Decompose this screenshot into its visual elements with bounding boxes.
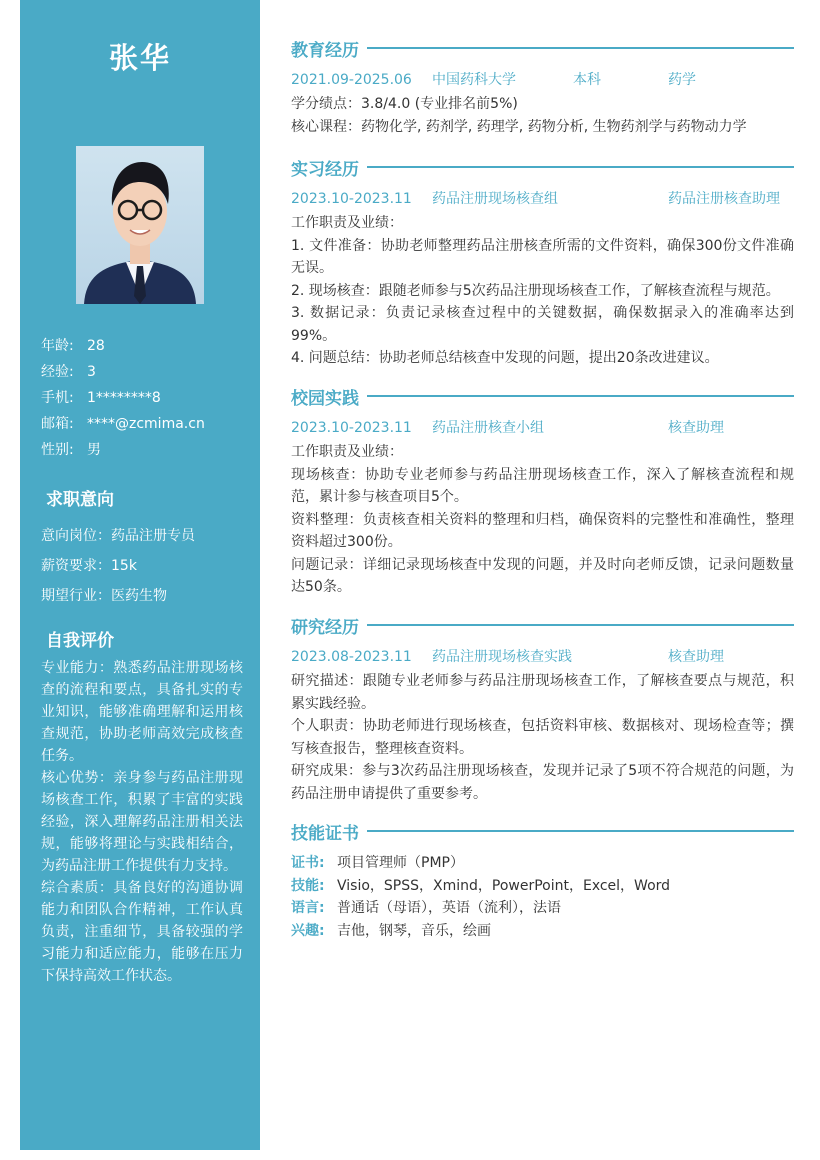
self-evaluation [41, 657, 243, 987]
info-email [41, 411, 205, 437]
body-line: 核心课程：药物化学, 药剂学, 药理学, 药物分析, 生物药剂学与药物动力学 [291, 118, 747, 135]
job-intent [41, 521, 195, 611]
skill-value: 吉他，钢琴，音乐，绘画 [337, 922, 491, 939]
body-line: 工作职责及业绩： [291, 444, 403, 460]
organization: 药品注册核查小组 [432, 420, 544, 436]
research-meta [291, 646, 794, 668]
body-line: 问题记录：详细记录现场核查中发现的问题，并及时向老师反馈，记录问题数量达50条。 [291, 556, 794, 595]
info-value: 1********8 [87, 390, 161, 406]
period: 2023.10-2023.11 [291, 191, 412, 207]
section-divider [367, 166, 794, 168]
campus-meta [291, 417, 794, 439]
skill-value: Visio，SPSS，Xmind，PowerPoint，Excel，Word [337, 877, 671, 894]
skill-label: 证书: [291, 855, 325, 871]
section-divider [367, 47, 794, 49]
section-title: 实习经历 [291, 159, 359, 180]
intent-title: 求职意向 [46, 490, 114, 510]
body-line: 3. 数据记录：负责记录核查过程中的关键数据，确保数据录入的准确率达到99%。 [291, 305, 794, 344]
info-phone [41, 385, 205, 411]
body-line: 2. 现场核查：跟随老师参与5次药品注册现场核查工作，了解核查流程与规范。 [291, 282, 780, 299]
section-campus [291, 384, 794, 408]
education-body [291, 93, 794, 138]
self-eval-paragraph: 专业能力：熟悉药品注册现场核查的流程和要点，具备扎实的专业知识，能够准确理解和运用核查规范，协助老师高效完成核查任务。 [41, 660, 243, 764]
section-divider [367, 830, 794, 832]
sidebar [20, 0, 260, 1150]
info-label: 年龄: [41, 338, 74, 354]
body-line: 资料整理：负责核查相关资料的整理和归档，确保资料的完整性和准确性，整理资料超过300份。 [291, 511, 794, 550]
personal-info [41, 333, 205, 463]
intent-item: 期望行业：医药生物 [41, 588, 167, 604]
period: 2021.09-2025.06 [291, 72, 412, 88]
info-label: 邮箱: [41, 416, 74, 432]
skill-value: 项目管理师（PMP） [337, 855, 464, 871]
info-label: 性别: [41, 442, 74, 458]
major: 药学 [668, 72, 696, 88]
body-line: 个人职责：协助老师进行现场核查，包括资料审核、数据核对、现场检查等；撰写核查报告，整理核查资料。 [291, 718, 794, 757]
section-skills [291, 819, 794, 843]
info-gender [41, 437, 205, 463]
info-value: 28 [87, 338, 105, 354]
info-label: 手机: [41, 390, 74, 406]
period: 2023.10-2023.11 [291, 420, 412, 436]
skill-certificate [291, 852, 794, 875]
info-age [41, 333, 205, 359]
section-internship [291, 155, 794, 179]
section-divider [367, 624, 794, 626]
self-eval-paragraph: 综合素质：具备良好的沟通协调能力和团队合作精神，工作认真负责，注重细节，具备较强的学习能力和适应能力，能够在压力下保持高效工作状态。 [41, 880, 243, 984]
info-value: ****@zcmima.cn [87, 416, 205, 432]
internship-meta [291, 188, 794, 210]
self-eval-paragraph: 核心优势：亲身参与药品注册现场核查工作，积累了丰富的实践经验，深入理解药品注册相关法规，能够将理论与实践相结合，为药品注册工作提供有力支持。 [41, 770, 243, 874]
degree: 本科 [573, 72, 601, 88]
body-line: 工作职责及业绩： [291, 215, 403, 231]
campus-body [291, 441, 794, 599]
section-education [291, 36, 794, 60]
intent-item: 意向岗位：药品注册专员 [41, 528, 195, 544]
body-line: 1. 文件准备：协助老师整理药品注册核查所需的文件资料，确保300份文件准确无误。 [291, 237, 794, 276]
skill-label: 兴趣: [291, 922, 325, 939]
role: 核查助理 [668, 649, 724, 665]
info-experience [41, 359, 205, 385]
body-line: 现场核查：协助专业老师参与药品注册现场核查工作，深入了解核查流程和规范，累计参与核查项目5个。 [291, 466, 794, 505]
organization: 药品注册现场核查实践 [432, 649, 572, 665]
info-value: 3 [87, 364, 96, 380]
skills-body [291, 852, 794, 942]
skill-language [291, 897, 794, 920]
body-line: 研究描述：跟随专业老师参与药品注册现场核查工作，了解核查要点与规范，积累实践经验。 [291, 673, 794, 712]
skill-label: 语言: [291, 900, 325, 916]
info-label: 经验: [41, 364, 74, 380]
skill-interests [291, 920, 794, 943]
section-title: 教育经历 [291, 40, 359, 61]
body-line: 4. 问题总结：协助老师总结核查中发现的问题，提出20条改进建议。 [291, 350, 719, 366]
research-body [291, 670, 794, 805]
skill-value: 普通话（母语），英语（流利），法语 [337, 900, 561, 916]
education-meta [291, 69, 794, 91]
skill-label: 技能: [291, 877, 325, 894]
organization: 药品注册现场核查组 [432, 191, 558, 207]
role: 药品注册核查助理 [668, 191, 780, 207]
section-title: 技能证书 [291, 823, 359, 844]
section-title: 校园实践 [291, 388, 359, 409]
role: 核查助理 [668, 420, 724, 436]
period: 2023.08-2023.11 [291, 649, 412, 665]
profile-photo [76, 146, 204, 304]
info-value: 男 [87, 442, 101, 458]
internship-body [291, 212, 794, 370]
section-research [291, 613, 794, 637]
self-eval-title: 自我评价 [46, 631, 114, 651]
skill-tools [291, 875, 794, 898]
intent-item: 薪资要求：15k [41, 558, 137, 574]
body-line: 研究成果：参与3次药品注册现场核查，发现并记录了5项不符合规范的问题，为药品注册申请提供了重要参考。 [291, 763, 794, 802]
school: 中国药科大学 [432, 72, 516, 88]
section-title: 研究经历 [291, 617, 359, 638]
candidate-name: 张华 [108, 41, 171, 75]
section-divider [367, 395, 794, 397]
body-line: 学分绩点：3.8/4.0 (专业排名前5%) [291, 96, 518, 112]
